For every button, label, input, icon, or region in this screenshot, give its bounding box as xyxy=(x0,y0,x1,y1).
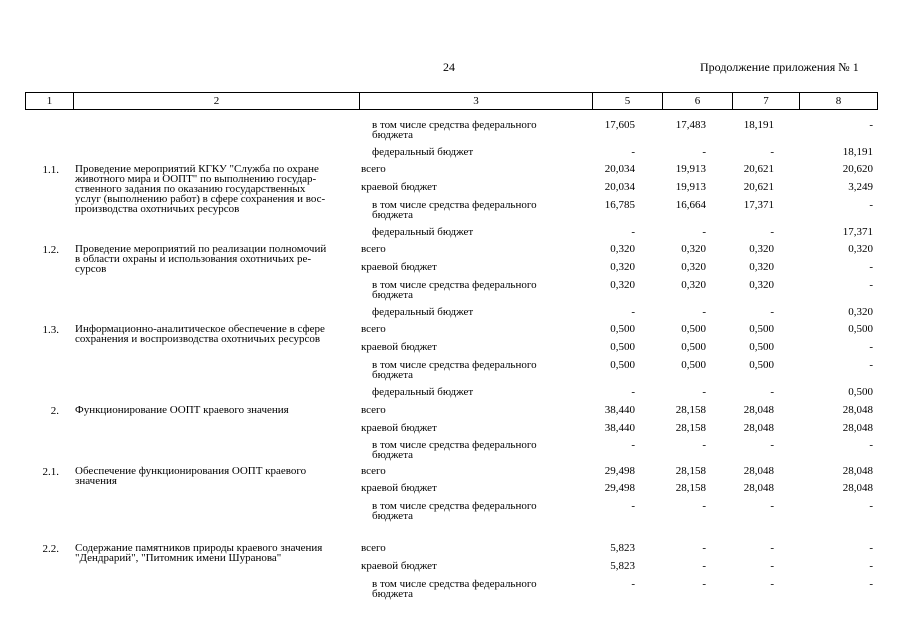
funding-source: в том числе средства федерального xyxy=(372,578,537,590)
value-cell: - xyxy=(770,226,774,238)
funding-source: бюджета xyxy=(372,129,414,141)
value-cell: - xyxy=(770,542,774,554)
funding-source: всего xyxy=(361,404,386,416)
value-cell: - xyxy=(631,386,635,398)
value-cell: 0,320 xyxy=(848,243,873,255)
value-cell: - xyxy=(869,279,873,291)
column-number: 8 xyxy=(800,93,878,110)
funding-source: в том числе средства федерального xyxy=(372,199,537,211)
value-cell: 0,500 xyxy=(749,341,774,353)
funding-source: в том числе средства федерального xyxy=(372,439,537,451)
item-name-line: "Дендрарий", "Питомник имени Шуранова" xyxy=(75,552,282,564)
value-cell: - xyxy=(869,359,873,371)
value-cell: - xyxy=(702,146,706,158)
value-cell: - xyxy=(631,146,635,158)
item-name-line: Функционирование ООПТ краевого значения xyxy=(75,404,289,416)
row-number: 2. xyxy=(50,405,59,417)
value-cell: 38,440 xyxy=(604,422,635,434)
item-name-line: Проведение мероприятий по реализации полномочий xyxy=(75,243,327,255)
value-cell: 0,500 xyxy=(681,341,706,353)
value-cell: 28,048 xyxy=(743,482,774,494)
value-cell: - xyxy=(770,500,774,512)
funding-source: в том числе средства федерального xyxy=(372,500,537,512)
funding-source: в том числе средства федерального xyxy=(372,279,537,291)
funding-source: в том числе средства федерального xyxy=(372,119,537,131)
value-cell: 0,500 xyxy=(610,323,635,335)
funding-source: федеральный бюджет xyxy=(372,386,474,398)
value-cell: 0,500 xyxy=(610,341,635,353)
item-name-line: значения xyxy=(75,475,117,487)
value-cell: 0,320 xyxy=(681,261,706,273)
value-cell: 28,048 xyxy=(743,465,774,477)
row-number: 1.1. xyxy=(42,164,59,176)
value-cell: - xyxy=(869,560,873,572)
value-cell: 19,913 xyxy=(675,163,706,175)
item-name-line: услуг (выполнению работ) в сфере сохранения и вос- xyxy=(75,193,326,205)
value-cell: 3,249 xyxy=(848,181,873,193)
value-cell: 19,913 xyxy=(675,181,706,193)
item-name-line: сурсов xyxy=(75,263,107,275)
value-cell: 0,500 xyxy=(848,323,873,335)
value-cell: 5,823 xyxy=(610,560,635,572)
column-number: 1 xyxy=(26,93,74,110)
row-number: 1.3. xyxy=(42,324,59,336)
value-cell: - xyxy=(869,341,873,353)
table-body xyxy=(25,110,877,640)
continuation-label: Продолжение приложения № 1 xyxy=(700,60,859,74)
value-cell: 18,191 xyxy=(842,146,873,158)
value-cell: 28,048 xyxy=(842,465,873,477)
funding-source: бюджета xyxy=(372,209,414,221)
item-name-line: сохранения и воспроизводства охотничьих ресурсов xyxy=(75,333,321,345)
value-cell: - xyxy=(869,119,873,131)
column-number: 3 xyxy=(360,93,593,110)
value-cell: 0,320 xyxy=(610,243,635,255)
value-cell: 20,621 xyxy=(743,163,774,175)
value-cell: - xyxy=(770,146,774,158)
value-cell: 0,320 xyxy=(610,261,635,273)
value-cell: 29,498 xyxy=(604,482,635,494)
item-name-line: Содержание памятников природы краевого значения xyxy=(75,542,323,554)
value-cell: 0,500 xyxy=(848,386,873,398)
value-cell: 16,664 xyxy=(675,199,706,211)
value-cell: 38,440 xyxy=(604,404,635,416)
value-cell: 28,158 xyxy=(675,404,706,416)
value-cell: 28,048 xyxy=(842,422,873,434)
item-name-line: Информационно-аналитическое обеспечение в сфере xyxy=(75,323,325,335)
funding-source: бюджета xyxy=(372,289,414,301)
value-cell: - xyxy=(631,306,635,318)
column-number: 2 xyxy=(74,93,360,110)
funding-source: в том числе средства федерального xyxy=(372,359,537,371)
value-cell: 0,320 xyxy=(749,279,774,291)
funding-source: всего xyxy=(361,163,386,175)
value-cell: - xyxy=(702,560,706,572)
page-number: 24 xyxy=(443,60,455,74)
value-cell: - xyxy=(702,578,706,590)
value-cell: 29,498 xyxy=(604,465,635,477)
value-cell: 17,371 xyxy=(842,226,873,238)
row-number: 2.2. xyxy=(42,543,59,555)
value-cell: 17,483 xyxy=(675,119,706,131)
funding-source: краевой бюджет xyxy=(361,482,437,494)
value-cell: - xyxy=(702,542,706,554)
value-cell: - xyxy=(869,542,873,554)
funding-source: федеральный бюджет xyxy=(372,226,474,238)
value-cell: 16,785 xyxy=(604,199,635,211)
item-name-line: в области охраны и использования охотничьих ре- xyxy=(75,253,312,265)
value-cell: - xyxy=(631,578,635,590)
value-cell: 0,500 xyxy=(749,359,774,371)
funding-source: бюджета xyxy=(372,369,414,381)
item-name-line: Обеспечение функционирования ООПТ краевого xyxy=(75,465,307,477)
item-name-line: животного мира и ООПТ" по выполнению государ- xyxy=(75,173,317,185)
funding-source: краевой бюджет xyxy=(361,422,437,434)
column-number: 6 xyxy=(663,93,733,110)
funding-source: федеральный бюджет xyxy=(372,146,474,158)
funding-source: бюджета xyxy=(372,588,414,600)
value-cell: 0,500 xyxy=(681,323,706,335)
funding-source: краевой бюджет xyxy=(361,181,437,193)
value-cell: 28,048 xyxy=(743,422,774,434)
funding-source: краевой бюджет xyxy=(361,560,437,572)
column-header xyxy=(25,92,878,110)
item-name-line: ственного задания по оказанию государственных xyxy=(75,183,306,195)
funding-source: всего xyxy=(361,465,386,477)
value-cell: 0,320 xyxy=(848,306,873,318)
value-cell: 17,371 xyxy=(743,199,774,211)
value-cell: 28,158 xyxy=(675,465,706,477)
value-cell: - xyxy=(702,386,706,398)
value-cell: 20,620 xyxy=(842,163,873,175)
funding-source: всего xyxy=(361,542,386,554)
funding-source: бюджета xyxy=(372,510,414,522)
value-cell: - xyxy=(631,500,635,512)
column-number: 5 xyxy=(593,93,663,110)
value-cell: 0,320 xyxy=(681,279,706,291)
value-cell: - xyxy=(770,306,774,318)
value-cell: - xyxy=(631,226,635,238)
funding-source: бюджета xyxy=(372,449,414,461)
value-cell: - xyxy=(770,439,774,451)
value-cell: - xyxy=(869,199,873,211)
value-cell: - xyxy=(770,386,774,398)
value-cell: 20,034 xyxy=(604,181,635,193)
value-cell: - xyxy=(631,439,635,451)
funding-source: краевой бюджет xyxy=(361,341,437,353)
funding-source: всего xyxy=(361,323,386,335)
value-cell: 17,605 xyxy=(604,119,635,131)
value-cell: - xyxy=(702,500,706,512)
item-name-line: производства охотничьих ресурсов xyxy=(75,203,240,215)
value-cell: 0,320 xyxy=(610,279,635,291)
funding-source: всего xyxy=(361,243,386,255)
row-number: 1.2. xyxy=(42,244,59,256)
value-cell: - xyxy=(770,578,774,590)
value-cell: 0,500 xyxy=(610,359,635,371)
value-cell: 0,320 xyxy=(749,261,774,273)
funding-source: федеральный бюджет xyxy=(372,306,474,318)
value-cell: 5,823 xyxy=(610,542,635,554)
value-cell: - xyxy=(869,578,873,590)
value-cell: - xyxy=(702,226,706,238)
value-cell: - xyxy=(770,560,774,572)
value-cell: 28,158 xyxy=(675,422,706,434)
column-number: 7 xyxy=(733,93,800,110)
value-cell: 20,034 xyxy=(604,163,635,175)
value-cell: 28,048 xyxy=(842,482,873,494)
value-cell: 18,191 xyxy=(743,119,774,131)
value-cell: 28,048 xyxy=(842,404,873,416)
value-cell: - xyxy=(702,439,706,451)
value-cell: 20,621 xyxy=(743,181,774,193)
value-cell: 28,048 xyxy=(743,404,774,416)
value-cell: - xyxy=(702,306,706,318)
value-cell: 0,320 xyxy=(749,243,774,255)
value-cell: 0,320 xyxy=(681,243,706,255)
value-cell: 28,158 xyxy=(675,482,706,494)
value-cell: 0,500 xyxy=(681,359,706,371)
value-cell: - xyxy=(869,500,873,512)
item-name-line: Проведение мероприятий КГКУ "Служба по охране xyxy=(75,163,319,175)
funding-source: краевой бюджет xyxy=(361,261,437,273)
value-cell: 0,500 xyxy=(749,323,774,335)
value-cell: - xyxy=(869,261,873,273)
value-cell: - xyxy=(869,439,873,451)
row-number: 2.1. xyxy=(42,466,59,478)
